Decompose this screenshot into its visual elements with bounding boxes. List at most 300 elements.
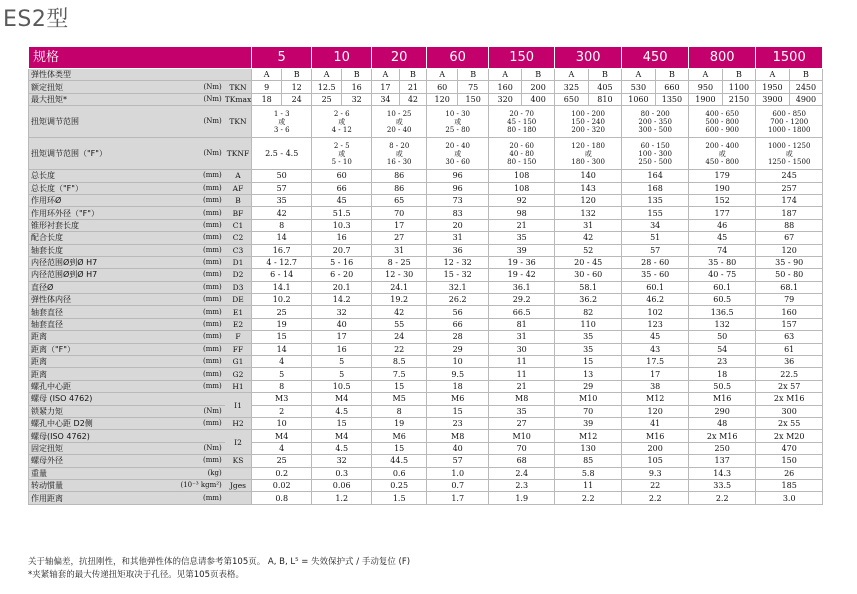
row-label: 重量 [29,467,181,479]
table-cell: 10 [252,417,312,429]
table-cell: 4900 [789,93,823,105]
table-cell: 27 [372,232,427,244]
table-cell: 10 [427,356,489,368]
row-symbol [225,467,252,479]
table-cell: 150 [756,455,823,467]
table-cell: 10 - 30 或 25 - 80 [427,106,489,138]
size-header: 5 [252,47,312,69]
table-cell: 85 [555,455,622,467]
table-cell: 136.5 [689,306,756,318]
row-label: 固定扭矩 [29,442,181,454]
table-cell: 7.5 [372,368,427,380]
table-row [29,356,823,368]
table-cell: 43 [622,343,689,355]
table-cell: 29 [555,380,622,392]
table-cell: 10.3 [312,219,372,231]
table-cell: 60 - 150 100 - 300 250 - 500 [622,138,689,170]
table-cell: M12 [622,393,689,405]
table-cell: 9.3 [622,467,689,479]
table-cell: 26 [756,467,823,479]
row-label: 总长度 [29,170,181,182]
table-cell: 16.7 [252,244,312,256]
table-cell: 96 [427,170,489,182]
table-cell: 17 [622,368,689,380]
table-cell: 120 [555,194,622,206]
table-cell: 190 [689,182,756,194]
table-cell: 0.02 [252,479,312,491]
row-unit: (Nm) [181,138,225,170]
table-row [29,194,823,206]
table-cell: 123 [622,318,689,330]
table-cell: 11 [489,368,555,380]
table-cell: 48 [689,417,756,429]
table-cell: M10 [555,393,622,405]
table-cell: M4 [312,393,372,405]
table-cell: A [689,69,723,81]
row-unit: (mm) [181,232,225,244]
table-cell: 650 [555,93,589,105]
table-cell: 38 [622,380,689,392]
table-row [29,219,823,231]
row-label: 扭矩调节范围（"F"） [29,138,181,170]
table-cell: 110 [555,318,622,330]
table-cell: 11 [555,479,622,491]
table-cell: 143 [555,182,622,194]
row-unit: (mm) [181,368,225,380]
table-cell: 86 [372,170,427,182]
row-unit: (kg) [181,467,225,479]
row-unit: (mm) [181,244,225,256]
table-cell: 0.06 [312,479,372,491]
table-cell: 22.5 [756,368,823,380]
table-cell: 67 [756,232,823,244]
table-cell: 45 [622,331,689,343]
table-row [29,368,823,380]
table-cell: 2x 57 [756,380,823,392]
table-cell: 42 [372,306,427,318]
table-cell: 15 [312,417,372,429]
footnote-1: 关于轴偏差，抗扭刚性，和其他弹性体的信息请参考第105页。 A, B, L⁵ = 失效保护式 / 手动复位 (F) [28,557,411,567]
table-cell: 35 [489,405,555,417]
table-cell: 40 [427,442,489,454]
table-cell: 1.2 [312,492,372,504]
table-cell: 470 [756,442,823,454]
table-cell: 35 [252,194,312,206]
table-cell: 25 [252,306,312,318]
table-cell: 3.0 [756,492,823,504]
table-cell: M5 [372,393,427,405]
table-cell: 46.2 [622,294,689,306]
table-cell: 164 [622,170,689,182]
table-cell: 2x M16 [756,393,823,405]
table-cell: 88 [756,219,823,231]
table-cell: 36 [756,356,823,368]
table-cell: 70 [489,442,555,454]
table-cell: A [312,69,342,81]
row-symbol: E1 [225,306,252,318]
size-header: 20 [372,47,427,69]
row-label: 扭矩调节范围 [29,106,181,138]
table-cell: 4.5 [312,405,372,417]
row-unit: (10⁻³ kgm²) [181,479,225,491]
table-cell: 1 - 3 或 3 - 6 [252,106,312,138]
table-cell: 15 [427,405,489,417]
table-row [29,232,823,244]
table-cell: 200 [622,442,689,454]
row-symbol: Jges [225,479,252,491]
row-symbol: C1 [225,219,252,231]
table-cell: 4 [252,356,312,368]
table-cell: 405 [588,81,622,93]
table-row [29,430,823,442]
table-cell: 257 [756,182,823,194]
table-cell: M16 [622,430,689,442]
table-cell: 24.1 [372,281,427,293]
table-cell: A [252,69,282,81]
table-cell: 21 [489,380,555,392]
size-header: 60 [427,47,489,69]
table-cell: 70 [372,207,427,219]
table-cell: 120 [427,93,458,105]
table-row [29,467,823,479]
table-row [29,294,823,306]
size-header: 800 [689,47,756,69]
table-cell: 39 [489,244,555,256]
table-cell: B [789,69,823,81]
table-cell: B [342,69,372,81]
row-symbol: G1 [225,356,252,368]
table-row [29,170,823,182]
table-cell: 950 [689,81,723,93]
table-row [29,343,823,355]
table-cell: 82 [555,306,622,318]
table-cell: 9 [252,81,282,93]
table-cell: 41 [622,417,689,429]
table-cell: 8 - 20 或 16 - 30 [372,138,427,170]
table-cell: 32 [342,93,372,105]
table-cell: 51.5 [312,207,372,219]
table-cell: M4 [312,430,372,442]
table-cell: 137 [689,455,756,467]
table-cell: 23 [689,356,756,368]
row-unit: (mm) [181,343,225,355]
table-row [29,380,823,392]
table-cell: 2x M20 [756,430,823,442]
table-cell: 2.5 - 4.5 [252,138,312,170]
table-row [29,393,823,405]
table-cell: 60.5 [689,294,756,306]
table-cell: M6 [372,430,427,442]
table-cell: 250 [689,442,756,454]
table-cell: 5 [312,356,372,368]
table-cell: 36 [427,244,489,256]
table-cell: 200 - 400 或 450 - 800 [689,138,756,170]
table-cell: 810 [588,93,622,105]
row-label: 螺孔中心距 [29,380,181,392]
table-cell: 74 [689,244,756,256]
table-cell: 6 - 20 [312,269,372,281]
table-cell: 2.3 [489,479,555,491]
table-cell: M4 [252,430,312,442]
table-cell: 10.2 [252,294,312,306]
table-cell: 36.2 [555,294,622,306]
table-row [29,492,823,504]
table-cell: 102 [622,306,689,318]
table-cell: 20 - 40 或 30 - 60 [427,138,489,170]
table-cell: 1900 [689,93,723,105]
table-cell: 83 [427,207,489,219]
table-cell: 187 [756,207,823,219]
table-row [29,81,823,93]
table-cell: 1.0 [427,467,489,479]
table-cell: 245 [756,170,823,182]
table-cell: 39 [555,417,622,429]
table-cell: 58.1 [555,281,622,293]
table-row [29,281,823,293]
row-label: 螺母(ISO 4762) [29,430,181,442]
table-row [29,244,823,256]
row-unit: (mm) [181,455,225,467]
table-cell: 2.2 [555,492,622,504]
table-cell: 50 [252,170,312,182]
row-unit: (mm) [181,219,225,231]
table-cell: 0.8 [252,492,312,504]
table-cell: 120 [756,244,823,256]
table-cell: 14.3 [689,467,756,479]
table-cell: 36.1 [489,281,555,293]
table-cell: 24 [372,331,427,343]
table-cell: 174 [756,194,823,206]
row-label: 内径范围Ø到Ø H7 [29,256,181,268]
row-label: 转动惯量 [29,479,181,491]
row-symbol: D3 [225,281,252,293]
size-header: 150 [489,47,555,69]
table-cell: 12 - 32 [427,256,489,268]
table-cell: 1100 [722,81,756,93]
table-cell: 33.5 [689,479,756,491]
table-row [29,69,823,81]
table-row [29,93,823,105]
table-cell: 35 [489,232,555,244]
table-cell: 5 [252,368,312,380]
table-cell: A [372,69,400,81]
table-cell: 27 [489,417,555,429]
table-cell: 11 [489,356,555,368]
row-symbol: TKN [225,81,252,93]
table-cell: 42 [252,207,312,219]
table-row [29,331,823,343]
table-cell: 50 [689,331,756,343]
spec-table [28,46,823,505]
row-unit: (mm) [181,306,225,318]
row-unit: (mm) [181,417,225,429]
table-cell: 150 [458,93,489,105]
row-symbol: A [225,170,252,182]
table-cell: 168 [622,182,689,194]
table-cell: 0.2 [252,467,312,479]
table-cell: 4 [252,442,312,454]
table-cell: 14 [252,343,312,355]
row-label: 额定扭矩 [29,81,181,93]
table-cell: 160 [756,306,823,318]
table-row [29,106,823,138]
table-cell: 19.2 [372,294,427,306]
table-cell: 6 - 14 [252,269,312,281]
row-label: 距离 [29,368,181,380]
table-cell: 21 [489,219,555,231]
table-cell: 155 [622,207,689,219]
table-cell: 80 - 200 200 - 350 300 - 500 [622,106,689,138]
table-cell: 8.5 [372,356,427,368]
table-cell: 52 [555,244,622,256]
table-cell: 75 [458,81,489,93]
table-cell: 132 [689,318,756,330]
table-cell: 12 [282,81,312,93]
table-cell: 66.5 [489,306,555,318]
table-cell: 132 [555,207,622,219]
table-cell: 15 [372,380,427,392]
table-cell: 66 [312,182,372,194]
footnotes [28,556,410,582]
table-cell: 46 [689,219,756,231]
table-cell: 120 [622,405,689,417]
table-cell: 28 [427,331,489,343]
row-label: 锥形衬套长度 [29,219,181,231]
row-label: 弹性体类型 [29,69,181,81]
table-cell: 54 [689,343,756,355]
table-cell: 1350 [655,93,689,105]
row-symbol: C3 [225,244,252,256]
header-label: 规格 [29,47,252,69]
table-cell: 24 [282,93,312,105]
table-cell: 25 [252,455,312,467]
table-cell: 45 [689,232,756,244]
table-cell: 35 - 90 [756,256,823,268]
table-cell: 15 - 32 [427,269,489,281]
table-cell: 2150 [722,93,756,105]
row-symbol: D1 [225,256,252,268]
table-cell: 57 [252,182,312,194]
table-cell: 19 - 42 [489,269,555,281]
table-cell: 1060 [622,93,656,105]
row-symbol: C2 [225,232,252,244]
table-cell: 135 [622,194,689,206]
table-cell: 2450 [789,81,823,93]
row-label: 总长度（"F"） [29,182,181,194]
table-cell: 68 [489,455,555,467]
row-label: 锁紧力矩 [29,405,181,417]
table-cell: 60 [427,81,458,93]
table-cell: 60.1 [622,281,689,293]
table-cell: 13 [555,368,622,380]
table-cell: M10 [489,430,555,442]
table-cell: 40 - 75 [689,269,756,281]
table-cell: 15 [555,356,622,368]
table-cell: 61 [756,343,823,355]
table-cell: 14 [252,232,312,244]
table-cell: 179 [689,170,756,182]
size-header: 450 [622,47,689,69]
table-cell: B [722,69,756,81]
table-cell: 200 [522,81,555,93]
table-cell: 177 [689,207,756,219]
table-cell: B [522,69,555,81]
row-label: 直径Ø [29,281,181,293]
row-label: 轴套直径 [29,306,181,318]
table-cell: 34 [372,93,400,105]
table-cell: 2.2 [622,492,689,504]
table-cell: 81 [489,318,555,330]
table-cell: B [655,69,689,81]
table-cell: 140 [555,170,622,182]
table-cell: M8 [489,393,555,405]
row-symbol: KS [225,455,252,467]
table-cell: 44.5 [372,455,427,467]
table-row [29,269,823,281]
row-symbol: F [225,331,252,343]
table-cell: 17 [372,81,400,93]
table-cell: 21 [399,81,427,93]
row-unit: (mm) [181,269,225,281]
row-label: 距离 [29,331,181,343]
table-cell: 51 [622,232,689,244]
row-symbol: H2 [225,417,252,429]
table-cell: 35 [555,331,622,343]
row-unit: (Nm) [181,81,225,93]
table-cell: 530 [622,81,656,93]
table-cell: 19 [252,318,312,330]
row-symbol: DE [225,294,252,306]
row-label: 轴套长度 [29,244,181,256]
table-cell: 20 [427,219,489,231]
row-label: 螺母外径 [29,455,181,467]
table-cell: 17.5 [622,356,689,368]
table-cell: 35 - 80 [689,256,756,268]
table-cell: A [427,69,458,81]
table-row [29,479,823,491]
table-cell: 31 [489,331,555,343]
table-cell: 0.6 [372,467,427,479]
row-symbol: AF [225,182,252,194]
table-cell: 10.5 [312,380,372,392]
table-cell: 45 [312,194,372,206]
table-cell: 32 [312,306,372,318]
table-cell: 18 [427,380,489,392]
table-cell: A [489,69,522,81]
table-cell: 400 - 650 500 - 800 600 - 900 [689,106,756,138]
table-cell: 14.1 [252,281,312,293]
row-unit: (Nm) [181,106,225,138]
table-cell: B [399,69,427,81]
row-unit: (mm) [181,170,225,182]
table-cell: 8 [252,380,312,392]
table-cell: 63 [756,331,823,343]
table-cell: 4.5 [312,442,372,454]
table-cell: M6 [427,393,489,405]
table-cell: 35 [555,343,622,355]
table-cell: 22 [622,479,689,491]
table-cell: 152 [689,194,756,206]
table-cell: 2 [252,405,312,417]
table-cell: 30 - 60 [555,269,622,281]
row-symbol: H1 [225,380,252,392]
row-unit: (mm) [181,182,225,194]
row-unit [181,430,225,442]
table-cell: 17 [372,219,427,231]
table-cell: 57 [427,455,489,467]
table-row [29,318,823,330]
table-cell: 31 [372,244,427,256]
